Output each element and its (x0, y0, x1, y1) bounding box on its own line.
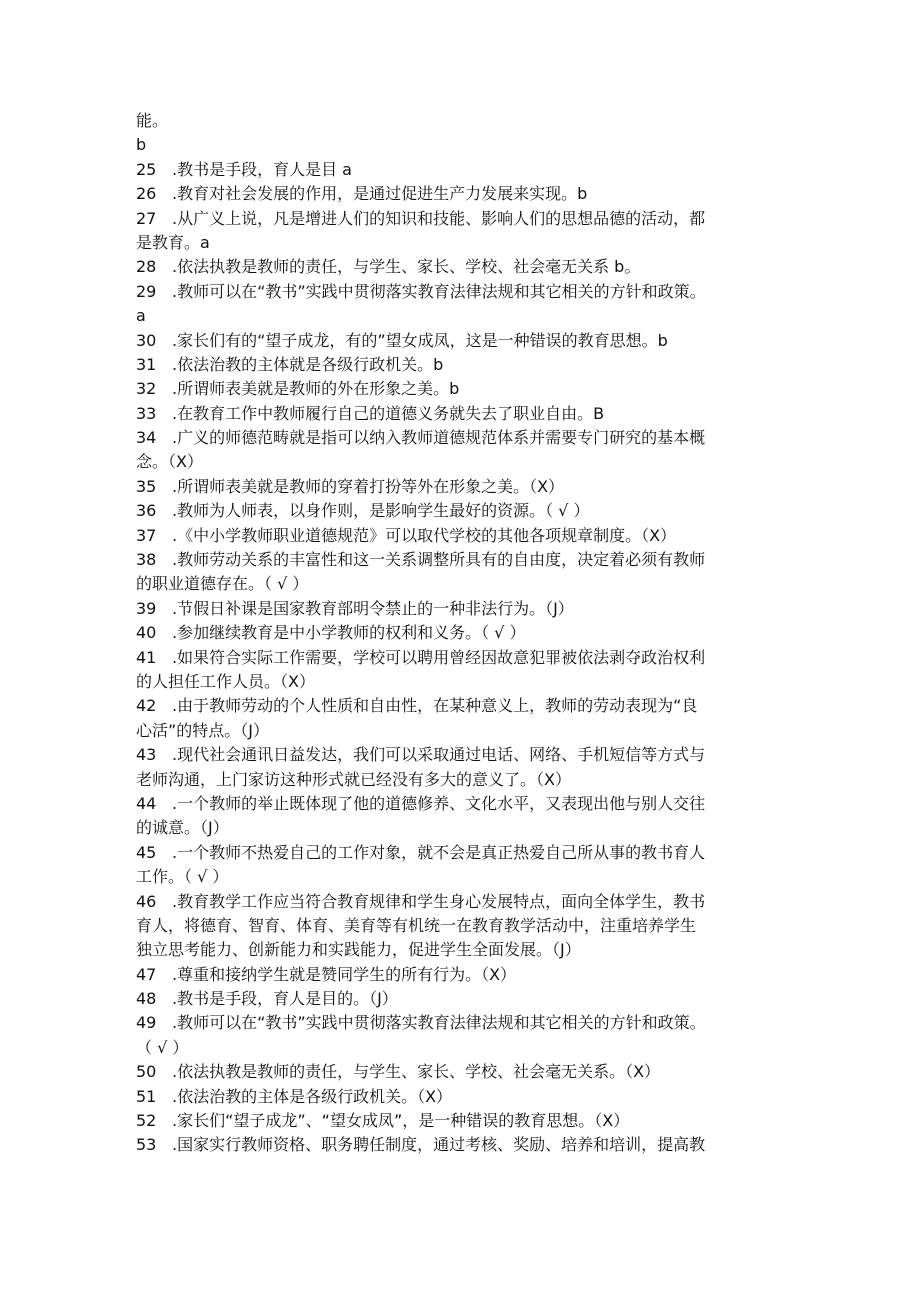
text-line (136, 524, 802, 548)
text-line (136, 329, 802, 353)
item-text: .依法治教的主体是各级行政机关。（X） (172, 1086, 453, 1106)
item-text: 的职业道德存在。（ √ ） (136, 574, 309, 594)
item-number: 36 (136, 501, 157, 521)
item-number: 50 (136, 1062, 157, 1082)
text-line (136, 304, 802, 328)
text-line (136, 377, 802, 401)
item-number: 52 (136, 1111, 157, 1131)
item-number: 47 (136, 964, 157, 984)
text-line (136, 109, 802, 133)
text-line (136, 450, 802, 474)
text-line (136, 158, 802, 182)
item-text: .如果符合实际工作需要，学校可以聘用曾经因故意犯罪被依法剥夺政治权利 (172, 647, 706, 667)
item-number: 51 (136, 1086, 157, 1106)
item-number: 41 (136, 647, 157, 667)
item-text: a (136, 306, 146, 326)
item-number: 33 (136, 403, 157, 423)
text-line (136, 353, 802, 377)
text-line (136, 1036, 802, 1060)
text-line (136, 231, 802, 255)
item-number: 49 (136, 1013, 157, 1033)
item-text: .现代社会通讯日益发达，我们可以采取通过电话、网络、手机短信等方式与 (172, 745, 706, 765)
item-number: 26 (136, 184, 157, 204)
text-line (136, 792, 802, 816)
item-text: .参加继续教育是中小学教师的权利和义务。（ √ ） (172, 623, 526, 643)
item-number: 53 (136, 1135, 157, 1155)
item-text: .由于教师劳动的个人性质和自由性，在某种意义上，教师的劳动表现为“良 (172, 696, 698, 716)
text-line (136, 207, 802, 231)
text-line (136, 768, 802, 792)
item-text: .尊重和接纳学生就是赞同学生的所有行为。（X） (172, 964, 517, 984)
text-line (136, 987, 802, 1011)
text-line (136, 694, 802, 718)
text-line (136, 572, 802, 596)
item-text: 念。（X） (136, 452, 203, 472)
item-number: 39 (136, 598, 157, 618)
item-text: （ √ ） (136, 1037, 189, 1057)
text-line (136, 938, 802, 962)
text-line (136, 865, 802, 889)
item-text: .依法执教是教师的责任，与学生、家长、学校、社会毫无关系。（X） (172, 1062, 661, 1082)
item-text: .一个教师的举止既体现了他的道德修养、文化水平，又表现出他与别人交往 (172, 793, 706, 813)
item-text: .国家实行教师资格、职务聘任制度，通过考核、奖励、培养和培训，提高教 (172, 1135, 706, 1155)
item-text: .教师可以在“教书”实践中贯彻落实教育法律法规和其它相关的方针和政策。 (172, 281, 706, 301)
item-number: 43 (136, 745, 157, 765)
text-line (136, 597, 802, 621)
text-line (136, 719, 802, 743)
item-number: 32 (136, 379, 157, 399)
text-line (136, 280, 802, 304)
item-number: 44 (136, 793, 157, 813)
item-text: 独立思考能力、创新能力和实践能力，促进学生全面发展。（J） (136, 940, 581, 960)
text-line (136, 1109, 802, 1133)
text-line (136, 182, 802, 206)
item-text: .节假日补课是国家教育部明令禁止的一种非法行为。（J） (172, 598, 574, 618)
text-line (136, 1011, 802, 1035)
item-text: .教书是手段，育人是目的。（J） (172, 989, 398, 1009)
text-line (136, 1133, 802, 1157)
item-text: .从广义上说，凡是增进人们的知识和技能、影响人们的思想品德的活动，都 (172, 208, 706, 228)
item-text: .教师为人师表，以身作则，是影响学生最好的资源。（ √ ） (172, 501, 590, 521)
text-line (136, 890, 802, 914)
item-number: 25 (136, 159, 157, 179)
item-number: 45 (136, 842, 157, 862)
item-text: .广义的师德范畴就是指可以纳入教师道德规范体系并需要专门研究的基本概 (172, 428, 706, 448)
text-line (136, 621, 802, 645)
item-number: 29 (136, 281, 157, 301)
item-text: 能。 (136, 111, 169, 130)
text-line (136, 841, 802, 865)
item-text: 的人担任工作人员。（X） (136, 671, 315, 691)
text-line (136, 670, 802, 694)
item-text: 育人，将德育、智育、体育、美育等有机统一在教育教学活动中，注重培养学生 (136, 915, 697, 935)
item-text: .家长们有的“望子成龙，有的”望女成凤，这是一种错误的教育思想。b (172, 330, 668, 350)
text-line (136, 499, 802, 523)
item-number: 30 (136, 330, 157, 350)
item-text: .一个教师不热爱自己的工作对象，就不会是真正热爱自己所从事的教书育人 (172, 842, 706, 862)
document-page (136, 109, 802, 1158)
text-line (136, 133, 802, 157)
text-line (136, 646, 802, 670)
item-text: 心活”的特点。（J） (136, 720, 270, 740)
text-line (136, 1060, 802, 1084)
item-number: 27 (136, 208, 157, 228)
text-line (136, 475, 802, 499)
item-number: 35 (136, 476, 157, 496)
item-text: .家长们“望子成龙”、“望女成凤”，是一种错误的教育思想。（X） (172, 1111, 630, 1131)
item-number: 42 (136, 696, 157, 716)
item-number: 28 (136, 257, 157, 277)
item-text: .教师劳动关系的丰富性和这一关系调整所具有的自由度，决定着必须有教师 (172, 550, 706, 570)
item-text: b (136, 135, 147, 155)
text-line (136, 255, 802, 279)
text-line (136, 914, 802, 938)
text-line (136, 402, 802, 426)
item-text: .教育对社会发展的作用，是通过促进生产力发展来实现。b (172, 184, 588, 204)
item-text: .教育教学工作应当符合教育规律和学生身心发展特点，面向全体学生，教书 (172, 891, 706, 911)
item-text: 工作。（ √ ） (136, 867, 229, 887)
text-line (136, 426, 802, 450)
item-text: 老师沟通，上门家访这种形式就已经没有多大的意义了。（X） (136, 769, 571, 789)
item-text: .教书是手段，育人是目 a (172, 159, 352, 179)
text-line (136, 548, 802, 572)
item-number: 38 (136, 550, 157, 570)
item-text: .所谓师表美就是教师的穿着打扮等外在形象之美。（X） (172, 476, 565, 496)
item-number: 31 (136, 354, 157, 374)
item-text: .在教育工作中教师履行自己的道德义务就失去了职业自由。B (172, 403, 605, 423)
item-text: 是教育。a (136, 232, 210, 252)
item-text: 的诚意。（J） (136, 818, 229, 838)
item-number: 48 (136, 989, 157, 1009)
item-text: .依法治教的主体就是各级行政机关。b (172, 354, 444, 374)
text-line (136, 963, 802, 987)
item-text: .所谓师表美就是教师的外在形象之美。b (172, 379, 460, 399)
item-number: 37 (136, 525, 157, 545)
item-number: 46 (136, 891, 157, 911)
text-line (136, 743, 802, 767)
item-text: .《中小学教师职业道德规范》可以取代学校的其他各项规章制度。（X） (172, 525, 677, 545)
item-text: .依法执教是教师的责任，与学生、家长、学校、社会毫无关系 b。 (172, 257, 641, 277)
item-text: .教师可以在“教书”实践中贯彻落实教育法律法规和其它相关的方针和政策。 (172, 1013, 706, 1033)
text-line (136, 1085, 802, 1109)
text-line (136, 816, 802, 840)
item-number: 34 (136, 428, 157, 448)
item-number: 40 (136, 623, 157, 643)
